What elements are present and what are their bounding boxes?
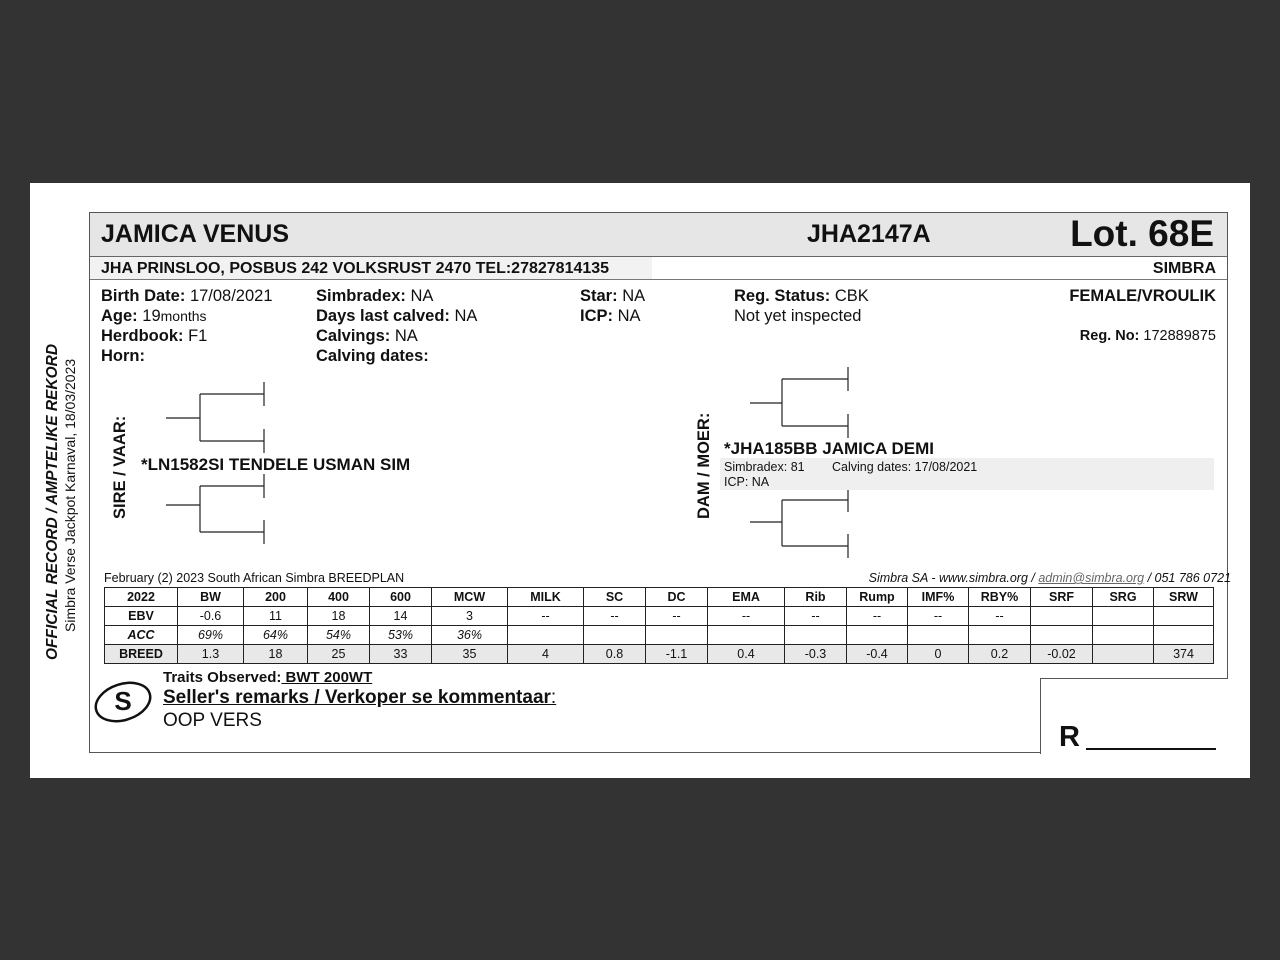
ebv-cell xyxy=(646,626,708,645)
remarks-text: OOP VERS xyxy=(163,710,262,731)
auction-line: Simbra Verse Jackpot Karnaval, 18/03/2023 xyxy=(62,358,78,632)
ebv-row-label: ACC xyxy=(105,626,178,645)
ebv-row-acc xyxy=(105,626,1214,645)
star-row: Star: NA xyxy=(580,287,646,305)
ebv-cell: -0.6 xyxy=(178,607,244,626)
ebv-cell xyxy=(1154,626,1214,645)
ebv-header-row xyxy=(105,588,1214,607)
birth-date-row: Birth Date: 17/08/2021 xyxy=(101,287,273,305)
ebv-cell: 36% xyxy=(432,626,508,645)
ebv-cell: -- xyxy=(969,607,1031,626)
calving-dates-row: Calving dates: xyxy=(316,347,429,365)
ebv-cell xyxy=(969,626,1031,645)
ebv-table xyxy=(104,587,1214,664)
ebv-cell xyxy=(1093,645,1154,664)
ebv-cell: 18 xyxy=(308,607,370,626)
ebv-cell: -- xyxy=(785,607,847,626)
animal-id: JHA2147A xyxy=(807,220,931,248)
ebv-cell: 0.2 xyxy=(969,645,1031,664)
ebv-header-cell: 600 xyxy=(370,588,432,607)
ebv-cell: -0.3 xyxy=(785,645,847,664)
ebv-cell xyxy=(908,626,969,645)
ebv-cell xyxy=(1154,607,1214,626)
ebv-header-cell: SRF xyxy=(1031,588,1093,607)
days-last-calved-row: Days last calved: NA xyxy=(316,307,478,325)
ebv-cell: 3 xyxy=(432,607,508,626)
ebv-cell xyxy=(1031,626,1093,645)
ebv-header-cell: EMA xyxy=(708,588,785,607)
ebv-cell: 0.4 xyxy=(708,645,785,664)
ebv-header-cell: 2022 xyxy=(105,588,178,607)
horn-row: Horn: xyxy=(101,347,145,365)
ebv-cell: 33 xyxy=(370,645,432,664)
ebv-header-cell: Rib xyxy=(785,588,847,607)
ebv-header-cell: SC xyxy=(584,588,646,607)
ebv-header-cell: 200 xyxy=(244,588,308,607)
ebv-cell xyxy=(584,626,646,645)
age-row: Age: 19months xyxy=(101,307,207,325)
ebv-header-cell: DC xyxy=(646,588,708,607)
price-line[interactable] xyxy=(1086,748,1216,750)
dam-calving-dates: Calving dates: 17/08/2021 xyxy=(832,460,978,474)
simbra-logo xyxy=(92,678,158,728)
dam-name: *JHA185BB JAMICA DEMI xyxy=(724,439,935,458)
ebv-row-ebv xyxy=(105,607,1214,626)
official-record-label: OFFICIAL RECORD / AMPTELIKE REKORD xyxy=(44,343,61,660)
ebv-header-cell: 400 xyxy=(308,588,370,607)
ebv-cell: -1.1 xyxy=(646,645,708,664)
breedplan-note: February (2) 2023 South African Simbra BREEDPLAN xyxy=(104,571,405,585)
animal-name: JAMICA VENUS xyxy=(101,220,289,248)
ebv-cell xyxy=(1093,626,1154,645)
ebv-cell: 64% xyxy=(244,626,308,645)
ebv-cell: 69% xyxy=(178,626,244,645)
ebv-cell: 53% xyxy=(370,626,432,645)
breed-label: SIMBRA xyxy=(1152,260,1216,277)
ebv-cell: 0 xyxy=(908,645,969,664)
herdbook-row: Herdbook: F1 xyxy=(101,327,208,345)
ebv-cell: 18 xyxy=(244,645,308,664)
ebv-cell: 14 xyxy=(370,607,432,626)
reg-no-row: Reg. No: 172889875 xyxy=(1079,328,1216,344)
lot-number: Lot. 68E xyxy=(1070,213,1214,254)
ebv-header-cell: RBY% xyxy=(969,588,1031,607)
price-label: R xyxy=(1059,721,1080,753)
sire-label: SIRE / VAAR: xyxy=(111,415,129,519)
ebv-cell: 11 xyxy=(244,607,308,626)
dam-label: DAM / MOER: xyxy=(695,412,713,519)
ebv-cell xyxy=(785,626,847,645)
seller-address: JHA PRINSLOO, POSBUS 242 VOLKSRUST 2470 TEL:27827814135 xyxy=(101,260,610,277)
ebv-cell: 25 xyxy=(308,645,370,664)
ebv-row-label: EBV xyxy=(105,607,178,626)
ebv-cell: 0.8 xyxy=(584,645,646,664)
ebv-cell: -- xyxy=(847,607,908,626)
ebv-header-cell: Rump xyxy=(847,588,908,607)
reg-status-row: Reg. Status: CBK xyxy=(734,287,869,305)
ebv-header-cell: SRG xyxy=(1093,588,1154,607)
ebv-header-cell: SRW xyxy=(1154,588,1214,607)
contact-line: Simbra SA - www.simbra.org / admin@simbra.org / 051 786 0721 xyxy=(868,571,1231,585)
svg-text:S: S xyxy=(114,686,132,716)
ebv-cell: 4 xyxy=(508,645,584,664)
ebv-cell: 1.3 xyxy=(178,645,244,664)
ebv-cell: 35 xyxy=(432,645,508,664)
dam-simbradex: Simbradex: 81 xyxy=(724,460,805,474)
ebv-row-label: BREED xyxy=(105,645,178,664)
ebv-cell: 54% xyxy=(308,626,370,645)
icp-row: ICP: NA xyxy=(580,307,641,325)
ebv-cell xyxy=(1031,607,1093,626)
ebv-cell: -- xyxy=(508,607,584,626)
ebv-header-cell: IMF% xyxy=(908,588,969,607)
calvings-row: Calvings: NA xyxy=(316,327,418,345)
inspection-row: Not yet inspected xyxy=(734,307,862,325)
ebv-cell: -- xyxy=(908,607,969,626)
ebv-header-cell: BW xyxy=(178,588,244,607)
ebv-cell: -0.02 xyxy=(1031,645,1093,664)
ebv-cell xyxy=(847,626,908,645)
email-link[interactable]: admin@simbra.org xyxy=(1038,571,1145,585)
ebv-cell: -0.4 xyxy=(847,645,908,664)
ebv-cell: -- xyxy=(646,607,708,626)
traits-observed: Traits Observed: BWT 200WT xyxy=(163,669,373,686)
ebv-cell xyxy=(508,626,584,645)
ebv-cell xyxy=(708,626,785,645)
ebv-header-cell: MCW xyxy=(432,588,508,607)
ebv-cell: -- xyxy=(584,607,646,626)
sex-label: FEMALE/VROULIK xyxy=(1069,287,1216,305)
ebv-header-cell: MILK xyxy=(508,588,584,607)
dam-icp: ICP: NA xyxy=(724,475,770,489)
ebv-cell: -- xyxy=(708,607,785,626)
simbradex-row: Simbradex: NA xyxy=(316,287,434,305)
ebv-row-breed xyxy=(105,645,1214,664)
remarks-label: Seller's remarks / Verkoper se kommentaar: xyxy=(163,687,557,708)
ebv-cell: 374 xyxy=(1154,645,1214,664)
ebv-cell xyxy=(1093,607,1154,626)
sire-name: *LN1582SI TENDELE USMAN SIM xyxy=(141,455,411,474)
